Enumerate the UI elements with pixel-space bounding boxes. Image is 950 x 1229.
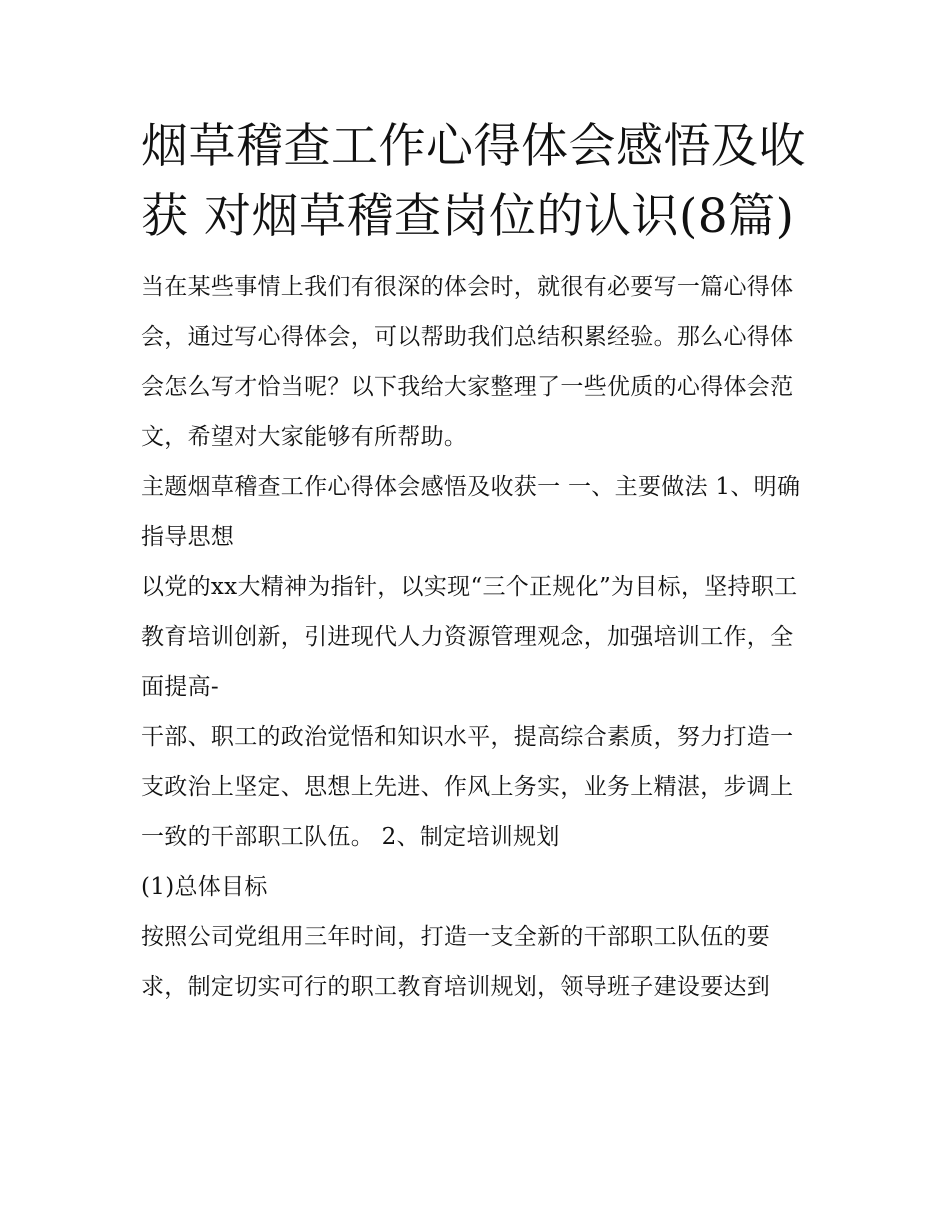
paragraph-guiding-principle: 以党的xx大精神为指针，以实现“三个正规化”为目标，坚持职工教育培训创新，引进现代人力资源管理观念，加强培训工作，全面提高- — [141, 574, 798, 700]
paragraph-intro: 当在某些事情上我们有很深的体会时，就很有必要写一篇心得体会，通过写心得体会，可以帮助我们总结积累经验。那么心得体会怎么写才恰当呢？以下我给大家整理了一些优质的心得体会范文，希望对大家能够有所帮助。 — [141, 274, 794, 450]
paragraph-section-heading: 主题烟草稽查工作心得体会感悟及收获一 一、主要做法 1、明确指导思想 — [141, 474, 801, 550]
paragraph-training-plan: 按照公司党组用三年时间，打造一支全新的干部职工队伍的要求，制定切实可行的职工教育培训规划，领导班子建设要达到 — [141, 924, 771, 1000]
document-title: 烟草稽查工作心得体会感悟及收获 对烟草稽查岗位的认识(8篇) — [141, 119, 806, 244]
document-body — [141, 112, 813, 1012]
paragraph-overall-goal-heading: (1)总体目标 — [141, 874, 268, 900]
paragraph-cadre-goals: 干部、职工的政治觉悟和知识水平，提高综合素质，努力打造一支政治上坚定、思想上先进、作风上务实，业务上精湛，步调上一致的干部职工队伍。 2、制定培训规划 — [141, 724, 794, 850]
